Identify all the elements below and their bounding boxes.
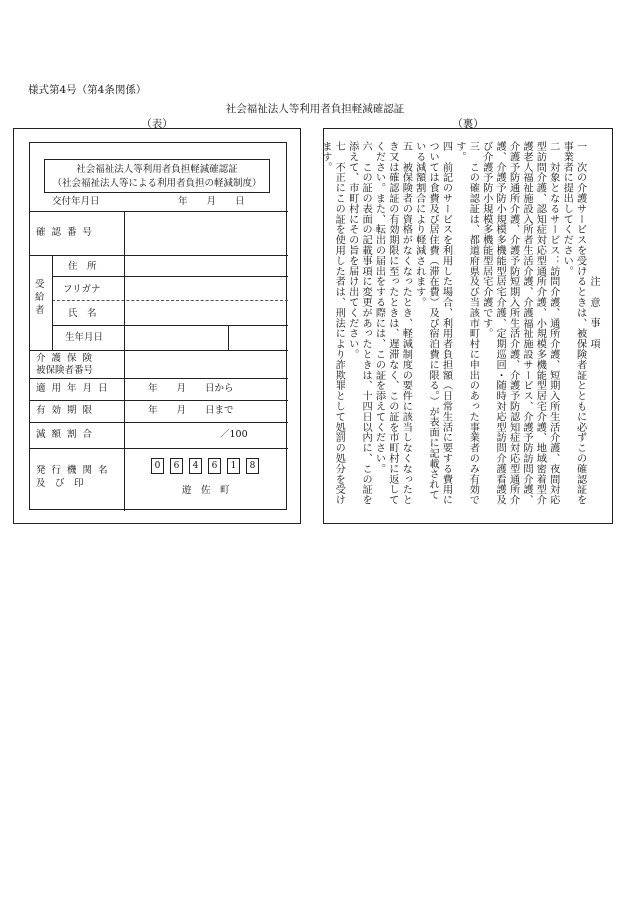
document-title: 社会福祉法人等利用者負担軽減確認証 xyxy=(225,103,405,115)
issuer-name: 遊 佐 町 xyxy=(182,485,230,496)
confirmation-number-label: 確認番号 xyxy=(36,227,99,238)
form-number-label: 様式第4号（第4条関係） xyxy=(28,84,147,96)
reduction-rate-value: ／100 xyxy=(220,429,248,440)
notes-section xyxy=(319,141,600,506)
issuer-code-digit: 6 xyxy=(208,458,221,474)
birthdate-label: 生年月日 xyxy=(65,332,104,343)
back-side-label: （裏） xyxy=(452,118,484,130)
valid-until-label: 有効期限 xyxy=(36,405,99,416)
front-side-label: （表） xyxy=(141,118,173,130)
insurance-label: 介護保険 xyxy=(36,353,99,364)
issuer-code-digit: 8 xyxy=(246,458,259,474)
certificate-subtitle: （社会福祉法人等による利用者負担の軽減制度） xyxy=(52,178,262,189)
applicable-date-value: 年 月 日から xyxy=(148,383,234,394)
name-label: 氏 名 xyxy=(68,308,97,319)
issuer-code-digit: 6 xyxy=(170,458,183,474)
note-item: 三 この確認証は、都道府県及び当該市町村に申出のあった事業者のみ有効です。 xyxy=(453,141,479,505)
address-label: 住 所 xyxy=(68,261,97,272)
note-item: 六 この証の表面の記載事項に変更があったときは、十四日以内に、この証を添えて、市町村にその旨を届け出てください。 xyxy=(346,141,372,505)
note-item: 二 対象となるサービス：訪問介護、通所介護、短期入所生活介護、夜間対応型訪問介護、認知症対応型通所介護、小規模多機能型居宅介護、地域密着型介護老人福祉施設入所者生活介護、介護福祉施設サービス、介護予防訪問介護、介護予防通所介護、介護予防短期入所生活介護、介護予防認知症対応型通所介護、介護予防小規模多機能型居宅介護、定期巡回・随時対応型訪問介護看護及び介護予防小規模多機能型居宅介護です。 xyxy=(480,141,559,505)
certificate-front-form xyxy=(29,142,287,510)
notes-title: 注 意 事 項 xyxy=(588,276,599,349)
issue-date-value: 年 月 日 xyxy=(178,196,245,207)
issuer-seal-label: 及 び 印 xyxy=(36,478,84,489)
certificate-title: 社会福祉法人等利用者負担軽減確認証 xyxy=(76,164,238,175)
reduction-rate-label: 減額割合 xyxy=(36,429,99,440)
note-item: 五 被保険者の資格がなくなったとき、軽減制度の要件に該当しなくなったとき又は確認証の有効期限に至ったときは、遅滞なく、この証を市町村に返してください。また、転出の届出をする際には、この証を添えてください。 xyxy=(373,141,412,505)
note-item: 七 不正にこの証を使用した者は、刑法により詐欺罪として処罰の処分を受けます。 xyxy=(319,141,345,505)
note-item: 一 次の介護サービスを受けるときは、被保険者証とともに必ずこの確認証を事業者に提出してください。 xyxy=(561,141,586,505)
certificate-back xyxy=(319,128,613,524)
issuer-code-digit: 4 xyxy=(189,458,202,474)
issuer-label: 発行機関名 xyxy=(36,465,114,476)
applicable-date-label: 適用年月日 xyxy=(36,383,114,394)
note-item: 四 前記のサービスを利用した場合、利用者負担額（日常生活に要する費用については食費及び居住費（滞在費）及び宿泊費に限る。）が表面に記載されている減額割合により軽減されます。 xyxy=(413,141,452,505)
issuer-code-digit: 1 xyxy=(227,458,240,474)
furigana-label: フリガナ xyxy=(63,284,101,295)
certificate-front xyxy=(13,128,301,524)
issuer-code-digit: 0 xyxy=(151,458,164,474)
insured-number-label: 被保険者番号 xyxy=(36,365,94,376)
issue-date-label: 交付年月日 xyxy=(52,196,100,207)
valid-until-value: 年 月 日まで xyxy=(148,405,234,416)
certificate-title-box xyxy=(44,159,270,193)
recipient-label: 受給者 xyxy=(35,279,45,316)
